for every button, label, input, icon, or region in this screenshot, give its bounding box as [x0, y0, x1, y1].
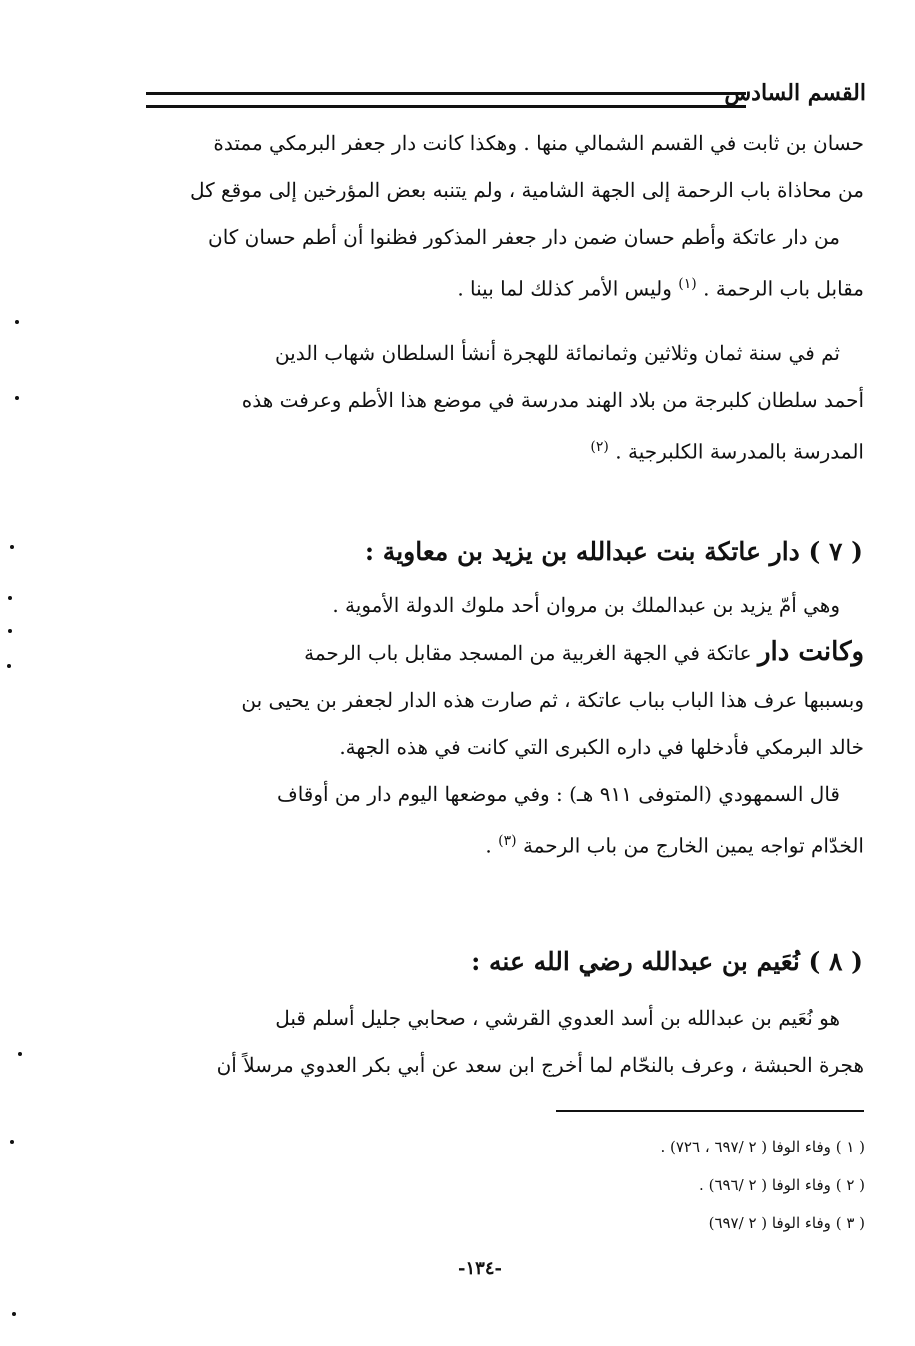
section-7-body: [150, 582, 864, 870]
section-7-line-2: [150, 629, 864, 677]
page-header: [146, 78, 866, 112]
margin-mark: [7, 664, 11, 668]
intro-line-4: [150, 261, 864, 313]
intro-paragraph-2: [150, 330, 864, 476]
margin-mark: [8, 596, 12, 600]
footnote-1: ( ١ ) وفاء الوفا ( ٢ /٦٩٧ ، ٧٢٦) .: [660, 1138, 865, 1156]
footnote-3: ( ٣ ) وفاء الوفا ( ٢ /٦٩٧): [708, 1214, 865, 1232]
footnote-separator: [556, 1110, 864, 1112]
footnote-ref-1: (١): [678, 276, 697, 292]
section-8-line-2: هجرة الحبشة ، وعرف بالنحّام لما أخرج ابن سعد عن أبي بكر العدوي مرسلاً أن: [216, 1053, 864, 1077]
section-7-line-6-tail: .: [485, 833, 492, 858]
page-number: -١٣٤-: [458, 1258, 502, 1279]
section-7-line-5: قال السمهودي (المتوفى ٩١١ هـ) : وفي موضعها اليوم دار من أوقاف: [276, 782, 840, 806]
margin-mark: [10, 1140, 14, 1144]
footnote-ref-2: (٢): [590, 439, 609, 455]
intro-paragraph-1: [150, 120, 864, 313]
section-7-line-4: خالد البرمكي فأدخلها في داره الكبرى التي كانت في هذه الجهة.: [339, 735, 864, 759]
section-7-line-1: وهي أمّ يزيد بن عبدالملك بن مروان أحد ملوك الدولة الأموية .: [332, 593, 840, 617]
margin-mark: [15, 396, 19, 400]
footnote-2: ( ٢ ) وفاء الوفا ( ٢ /٦٩٦) .: [699, 1176, 865, 1194]
section-8-line-1: هو نُعَيم بن عبدالله بن أسد العدوي القرشي ، صحابي جليل أسلم قبل: [275, 1006, 840, 1030]
section-7-line-3: وبسببها عرف هذا الباب بباب عاتكة ، ثم صارت هذه الدار لجعفر بن يحيى بن: [241, 688, 864, 712]
section-7-line-6-text: الخدّام تواجه يمين الخارج من باب الرحمة: [522, 833, 864, 858]
intro-line-4-text: مقابل باب الرحمة .: [703, 276, 864, 301]
intro-line-4-tail: وليس الأمر كذلك لما بينا .: [457, 276, 672, 301]
margin-mark: [12, 1312, 16, 1316]
margin-mark: [15, 320, 19, 324]
section-8-body: [150, 995, 864, 1089]
footnote-ref-3: (٣): [498, 833, 517, 849]
margin-mark: [8, 629, 12, 633]
margin-mark: [10, 545, 14, 549]
intro2-line-1: ثم في سنة ثمان وثلاثين وثمانمائة للهجرة أنشأ السلطان شهاب الدين: [274, 341, 840, 365]
section-7-line-6: [150, 818, 864, 870]
chapter-title: القسم السادس: [724, 80, 866, 106]
intro-line-3: من دار عاتكة وأطم حسان ضمن دار جعفر المذكور فظنوا أن أطم حسان كان: [208, 225, 840, 249]
margin-mark: [18, 1052, 22, 1056]
section-7-lead: وكانت دار: [757, 637, 864, 667]
header-double-rule: [146, 92, 746, 108]
intro2-line-2: أحمد سلطان كلبرجة من بلاد الهند مدرسة في موضع هذا الأطم وعرفت هذه: [241, 388, 864, 412]
intro-line-2: من محاذاة باب الرحمة إلى الجهة الشامية ، ولم يتنبه بعض المؤرخين إلى موقع كل: [190, 178, 864, 202]
section-7-line-2-text: عاتكة في الجهة الغربية من المسجد مقابل باب الرحمة: [304, 641, 752, 665]
section-7-heading: ( ٧ ) دار عاتكة بنت عبدالله بن يزيد بن معاوية :: [364, 537, 863, 566]
intro2-line-3: [150, 424, 864, 476]
intro-line-1: حسان بن ثابت في القسم الشمالي منها . وهكذا كانت دار جعفر البرمكي ممتدة: [213, 131, 864, 155]
section-8-heading: ( ٨ ) نُعَيم بن عبدالله رضي الله عنه :: [471, 947, 863, 976]
footnotes: [445, 1128, 865, 1242]
intro2-line-3-text: المدرسة بالمدرسة الكلبرجية .: [615, 439, 864, 464]
